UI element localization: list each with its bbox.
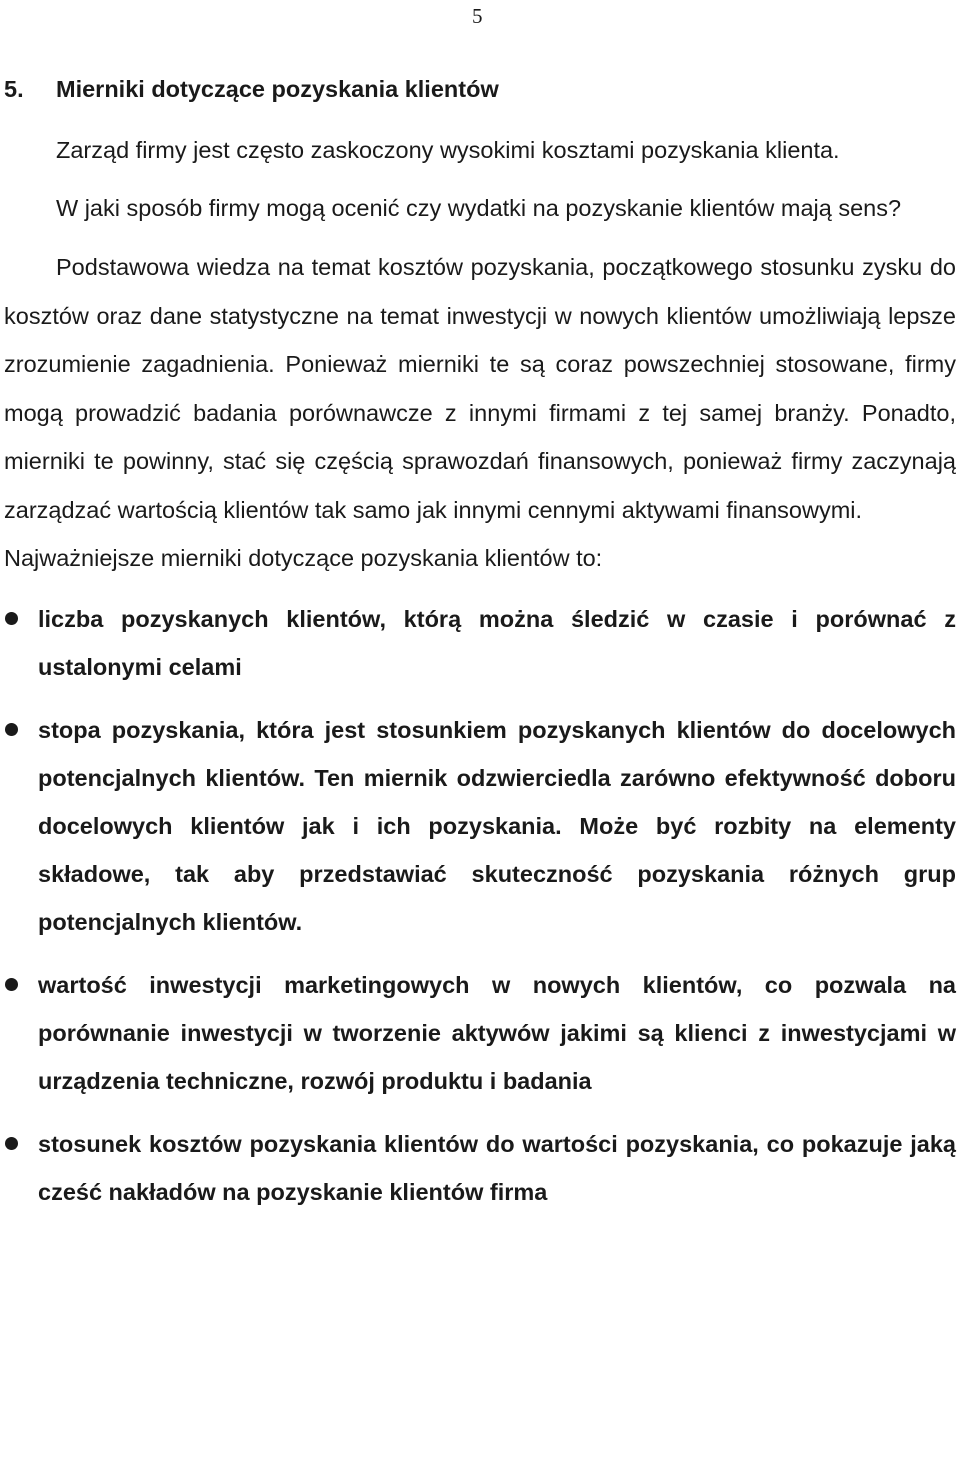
bullet-icon bbox=[5, 612, 18, 625]
section-title: Mierniki dotyczące pozyskania klientów bbox=[56, 76, 499, 102]
list-item bbox=[4, 1120, 956, 1216]
paragraph-intro-2: W jaki sposób firmy mogą ocenić czy wydatki na pozyskanie klientów mają sens? bbox=[56, 195, 902, 221]
list-item bbox=[4, 595, 956, 691]
bullet-icon bbox=[5, 723, 18, 736]
document-body bbox=[4, 70, 956, 1216]
paragraph-main: Podstawowa wiedza na temat kosztów pozyskania, początkowego stosunku zysku do kosztów oraz dane statystyczne na temat inwestycji w nowych klientów umożliwiają lepsze zrozumienie zagadnienia. Ponieważ mierniki te są coraz powszechniej stosowane, firmy mogą prowadzić badania porównawcze z innymi firmami z tej samej branży. Ponadto, mierniki te powinny, stać się częścią sprawozdań finansowych, ponieważ firmy zaczynają zarządzać wartością klientów tak samo jak innymi cennymi aktywami finansowymi. bbox=[4, 254, 956, 523]
list-item bbox=[4, 961, 956, 1105]
list-item-text: stopa pozyskania, która jest stosunkiem pozyskanych klientów do docelowych potencjalnych klientów. Ten miernik odzwierciedla zarówno efektywność doboru docelowych klientów jak i ich pozyskania. Może być rozbity na elementy składowe, tak aby przedstawiać skuteczność pozyskania różnych grup potencjalnych klientów. bbox=[38, 717, 956, 935]
list-item-text: liczba pozyskanych klientów, którą można śledzić w czasie i porównać z ustalonymi celami bbox=[38, 606, 956, 680]
section-number: 5. bbox=[4, 76, 24, 102]
paragraph-intro-1: Zarząd firmy jest często zaskoczony wysokimi kosztami pozyskania klienta. bbox=[56, 137, 840, 163]
bullet-icon bbox=[5, 1137, 18, 1150]
page-number: 5 bbox=[472, 4, 483, 28]
list-item-text: wartość inwestycji marketingowych w nowych klientów, co pozwala na porównanie inwestycji w tworzenie aktywów jakimi są klienci z inwestycjami w urządzenia techniczne, rozwój produktu i badania bbox=[38, 972, 956, 1094]
section-heading bbox=[4, 70, 956, 108]
paragraph-list-lead: Najważniejsze mierniki dotyczące pozyskania klientów to: bbox=[4, 545, 603, 571]
bullet-icon bbox=[5, 978, 18, 991]
list-item-text: stosunek kosztów pozyskania klientów do wartości pozyskania, co pokazuje jaką cześć nakładów na pozyskanie klientów firma bbox=[38, 1131, 956, 1205]
metrics-list bbox=[4, 595, 956, 1216]
list-item bbox=[4, 706, 956, 946]
